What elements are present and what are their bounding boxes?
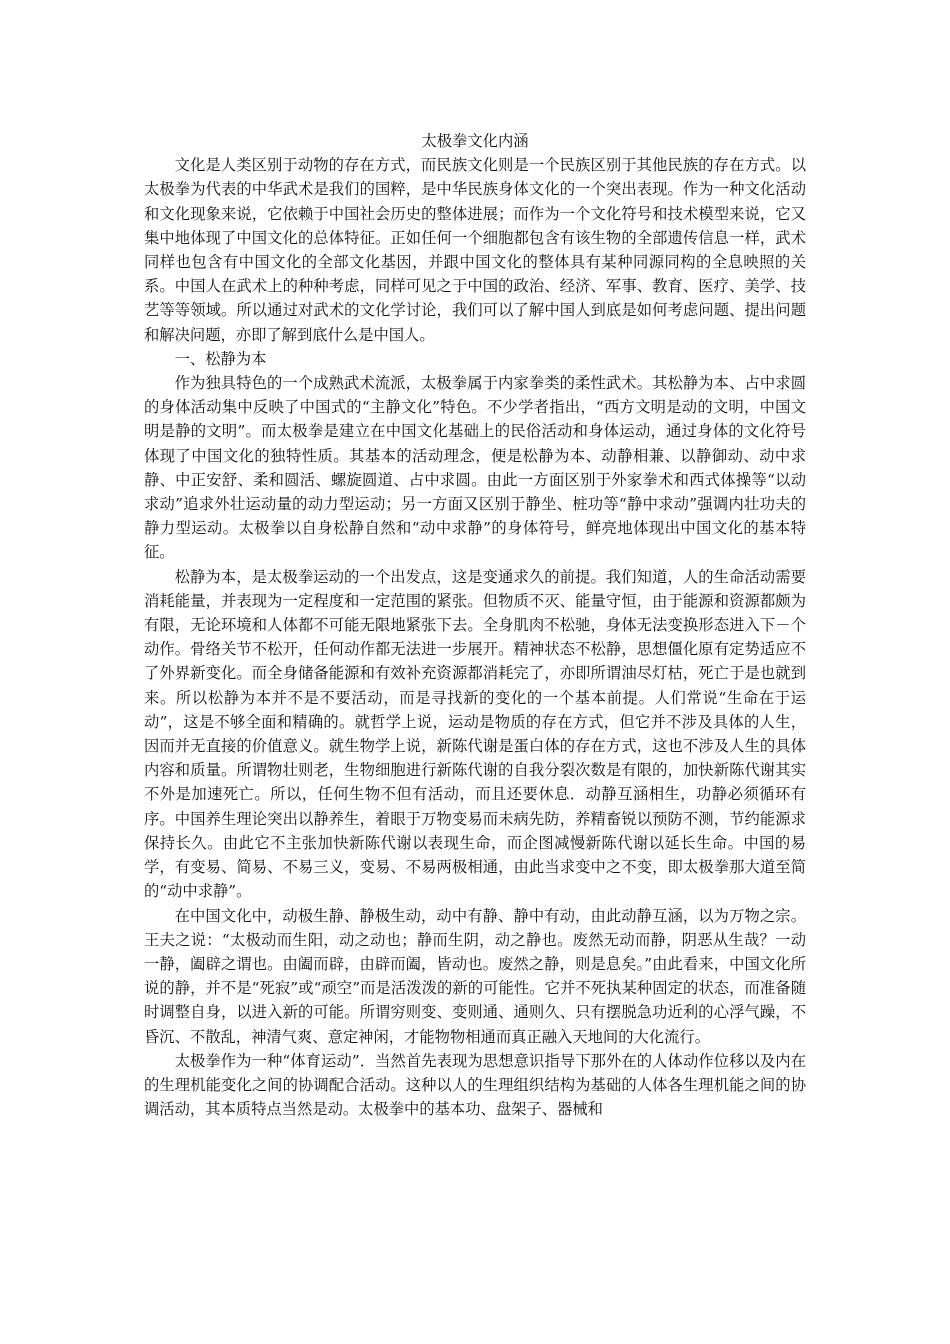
document-page xyxy=(144,129,806,1121)
paragraph-4: 太极拳作为一种“体育运动”．当然首先表现为思想意识指导下那外在的人体动作位移以及内在的生理机能变化之间的协调配合活动。这种以人的生理组织结构为基础的人体各生理机能之间的协调活动，其本质特点当然是动。太极拳中的基本功、盘架子、器械和 xyxy=(144,1051,806,1119)
document-title: 太极拳文化内涵 xyxy=(421,132,529,150)
paragraph-intro: 文化是人类区别于动物的存在方式，而民族文化则是一个民族区别于其他民族的存在方式。以太极拳为代表的中华武术是我们的国粹，是中华民族身体文化的一个突出表现。作为一种文化活动和文化现象来说，它依赖于中国社会历史的整体进展；而作为一个文化符号和技术模型来说，它又集中地体现了中国文化的总体特征。正如任何一个细胞都包含有该生物的全部遗传信息一样，武术同样也包含有中国文化的全部文化基因，并跟中国文化的整体具有某种同源同构的全息映照的关系。中国人在武术上的种种考虑，同样可见之于中国的政治、经济、军事、教育、医疗、美学、技艺等等领域。所以通过对武术的文化学讨论，我们可以了解中国人到底是如何考虑问题、提出问题和解决问题，亦即了解到底什么是中国人。 xyxy=(144,156,806,344)
section-heading-1: 一、松静为本 xyxy=(174,349,267,368)
paragraph-1: 作为独具特色的一个成熟武术流派，太极拳属于内家拳类的柔性武术。其松静为本、占中求圆的身体活动集中反映了中国式的“主静文化”特色。不少学者指出，“西方文明是动的文明，中国文明是静的文明”。而太极拳是建立在中国文化基础上的民俗活动和身体运动，通过身体的文化符号体现了中国文化的独特性质。其基本的活动理念，便是松静为本、动静相兼、以静御动、动中求静、中正安舒、柔和圆活、螺旋圆道、占中求圆。由此一方面区别于外家拳术和西式体操等“以动求动”追求外壮运动量的动力型运动；另一方面又区别于静坐、桩功等“静中求动”强调内壮功夫的静力型运动。太极拳以自身松静自然和“动中求静”的身体符号，鲜亮地体现出中国文化的基本特征。 xyxy=(144,374,806,562)
paragraph-3: 在中国文化中，动极生静、静极生动，动中有静、静中有动，由此动静互涵，以为万物之宗。王夫之说：“太极动而生阳，动之动也；静而生阴，动之静也。废然无动而静，阴恶从生哉？一动一静，阖辟之谓也。由阖而辟，由辟而阖，皆动也。废然之静，则是息矣。”由此看来，中国文化所说的静，并不是“死寂”或“顽空”而是活泼泼的新的可能性。它并不死执某种固定的状态，而准备随时调整自身，以进入新的可能。所谓穷则变、变则通、通则久、只有摆脱急功近利的心浮气躁，不昏沉、不散乱，神清气爽、意定神闲，才能物物相通而真正融入天地间的大化流行。 xyxy=(144,906,806,1046)
paragraph-2: 松静为本，是太极拳运动的一个出发点，这是变通求久的前提。我们知道，人的生命活动需要消耗能量，并表现为一定程度和一定范围的紧张。但物质不灭、能量守恒，由于能源和资源都颇为有限，无论环境和人体都不可能无限地紧张下去。全身肌肉不松驰，身体无法变换形态进入下－个动作。骨络关节不松开，任何动作都无法进一步展开。精神状态不松静，思想僵化原有定势适应不了外界新变化。而全身储备能源和有效补充资源都消耗完了，亦即所谓油尽灯枯，死亡于是也就到来。所以松静为本并不是不要活动，而是寻找新的变化的一个基本前提。人们常说“生命在于运动”，这是不够全面和精确的。就哲学上说，运动是物质的存在方式，但它并不涉及具体的人生，因而并无直接的价值意义。就生物学上说，新陈代谢是蛋白体的存在方式，这也不涉及人生的具体内容和质量。所谓物壮则老，生物细胞进行新陈代谢的自我分裂次数是有限的，加快新陈代谢其实不外是加速死亡。所以，任何生物不但有活动，而且还要休息．动静互涵相生，功静必须循环有序。中国养生理论突出以静养生，着眼于万物变易而未病先防，养精畜锐以预防不测，节约能源求保持长久。由此它不主张加快新陈代谢以表现生命，而企图减慢新陈代谢以延长生命。中国的易学，有变易、简易、不易三义，变易、不易两极相通，由此当求变中之不变，即太极拳那大道至简的“动中求静”。 xyxy=(144,567,806,901)
